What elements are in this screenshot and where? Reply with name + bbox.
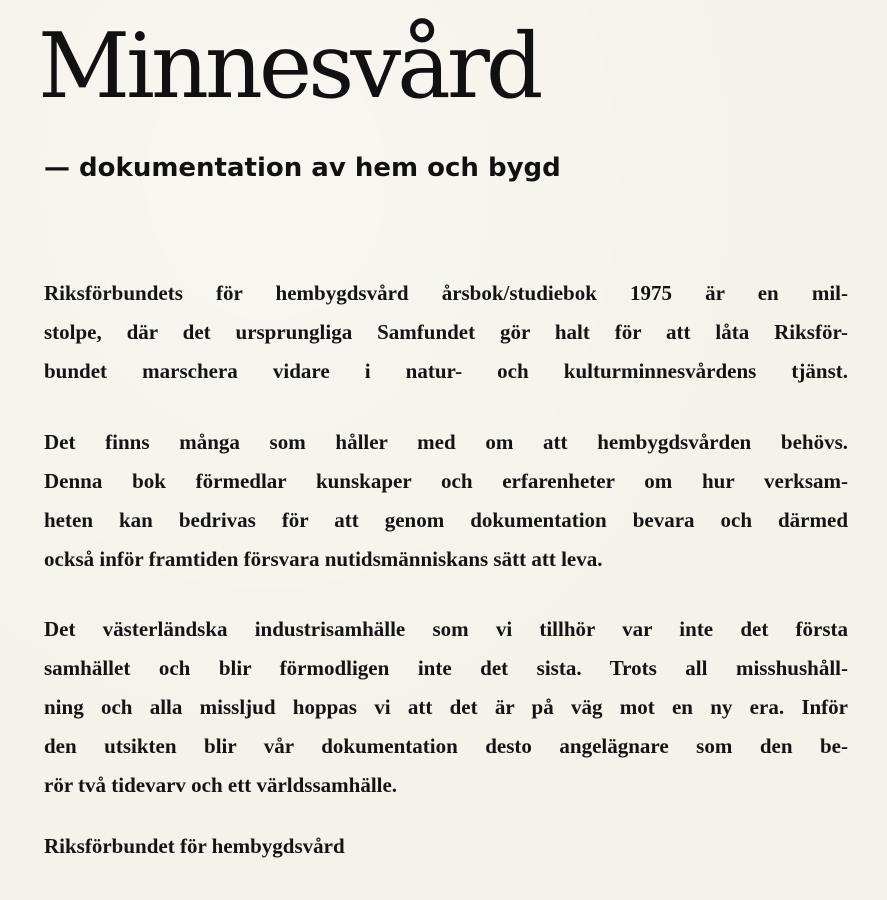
document-title: Minnesvård (38, 14, 540, 119)
paragraph-line: heten kan bedrivas för att genom dokumentation bevara och därmed (44, 508, 848, 532)
paragraph-line: bundet marschera vidare i natur- och kulturminnesvårdens tjänst. (44, 359, 848, 383)
paragraph-line: den utsikten blir vår dokumentation desto angelägnare som den be- (44, 734, 848, 758)
paragraph-2 (44, 423, 848, 579)
paragraph-line: Riksförbundets för hembygdsvård årsbok/studiebok 1975 är en mil- (44, 281, 848, 305)
paragraph-3 (44, 610, 848, 805)
paragraph-line: också inför framtiden försvara nutidsmänniskans sätt att leva. (44, 547, 603, 571)
paragraph-line: rör två tidevarv och ett världssamhälle. (44, 773, 398, 797)
paragraph-line: stolpe, där det ursprungliga Samfundet gör halt för att låta Riksför- (44, 320, 848, 344)
signature-text: Riksförbundet för hembygdsvård (44, 834, 345, 858)
paragraph-line: Det finns många som håller med om att hembygdsvården behövs. (44, 430, 848, 454)
paragraph-line: ning och alla missljud hoppas vi att det är på väg mot en ny era. Inför (44, 695, 848, 719)
signature (44, 827, 848, 866)
paragraph-line: samhället och blir förmodligen inte det sista. Trots all misshushåll- (44, 656, 848, 680)
document-subtitle: — dokumentation av hem och bygd (44, 153, 561, 183)
paragraph-1 (44, 274, 848, 391)
paragraph-line: Det västerländska industrisamhälle som vi tillhör var inte det första (44, 617, 848, 641)
paragraph-line: Denna bok förmedlar kunskaper och erfarenheter om hur verksam- (44, 469, 848, 493)
